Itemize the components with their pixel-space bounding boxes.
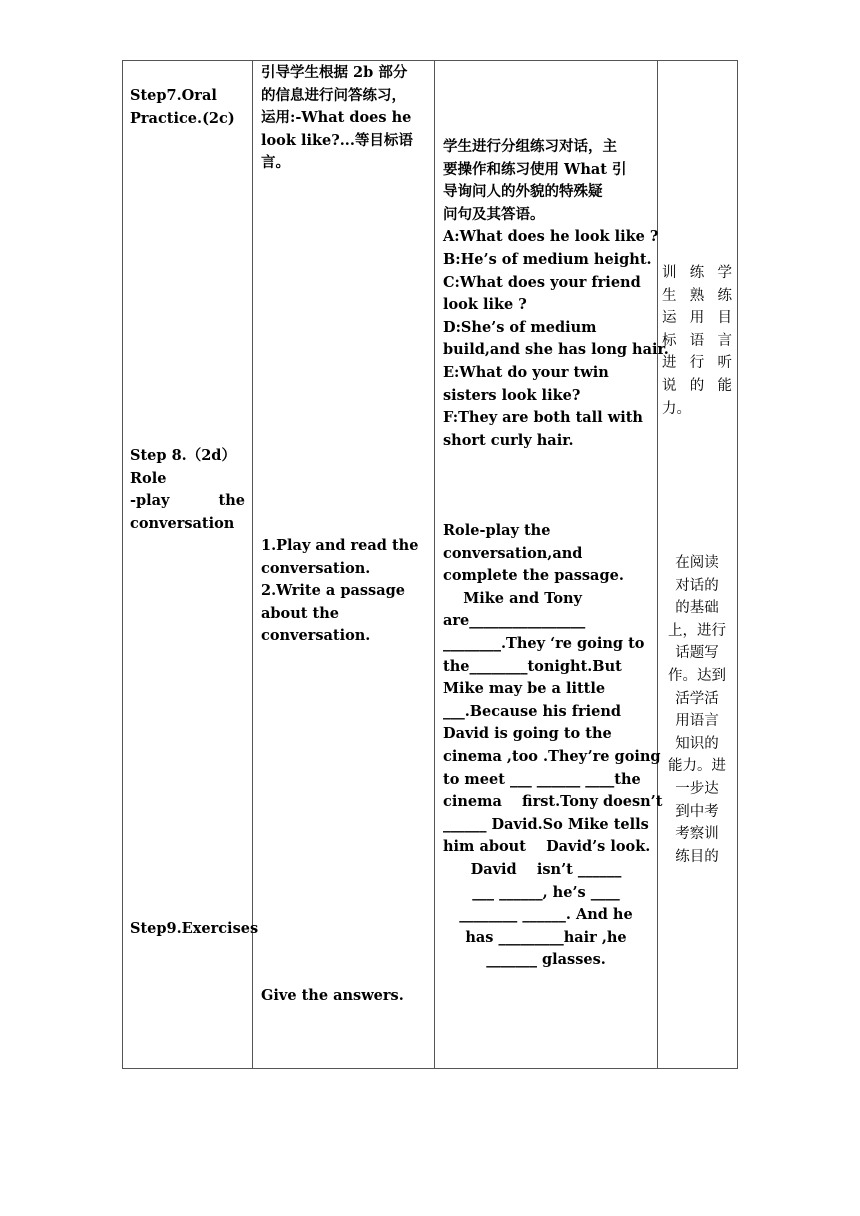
purpose-step7: 训 练 学 生 熟 练 运 用 目 标 语 言 进 行 听 说 的 能 力。 xyxy=(662,265,732,417)
student-activity-step8-centered: David isn’t ______ ___ ______, he’s ____ ________ ______. And he has _________hair ,he _______ glasses. xyxy=(459,861,633,969)
step8-title-justified-line: -play the xyxy=(130,492,245,510)
step8-title: Step 8.（2d） Role -play the conversation xyxy=(130,447,245,532)
teacher-activity-step9: Give the answers. xyxy=(261,987,404,1004)
purpose-step8: 在阅读 对话的 的基础 上，进行 话题写 作。达到 活学活 用语言 知识的 能力。进 一步达 到中考 考察训 练目的 xyxy=(668,555,726,865)
student-activity-step7: 学生进行分组练习对话，主 要操作和练习使用 What 引 导询问人的外貌的特殊疑 问句及其答语。 A:What does he look like ? B:He’s of medium height. C:What does your friend look like ? D:She’s of medium build,and she has long hair. E:What do your twin sisters look like? F:They are both tall with short curly hair. xyxy=(443,138,669,449)
student-activity-step8: Role-play the conversation,and complete the passage. Mike and Tony are________________ ________.They ‘re going to the________tonight.But Mike may be a little ___.Because his friend David is going to the cinema ,too .They’re going to meet ___ ______ ____the cinema first.Tony doesn’t ______ David.So Mike tells him about David’s look. xyxy=(443,522,663,856)
column-divider-1 xyxy=(252,61,253,1068)
step9-title: Step9.Exercises xyxy=(130,920,259,937)
teacher-activity-step8: 1.Play and read the conversation. 2.Write a passage about the conversation. xyxy=(261,537,419,645)
step7-title: Step7.Oral Practice.(2c) xyxy=(130,87,235,127)
teacher-activity-step7: 引导学生根据 2b 部分 的信息进行问答练习， 运用:-What does he look like?...等目标语 言。 xyxy=(261,64,413,172)
column-divider-2 xyxy=(434,61,435,1068)
